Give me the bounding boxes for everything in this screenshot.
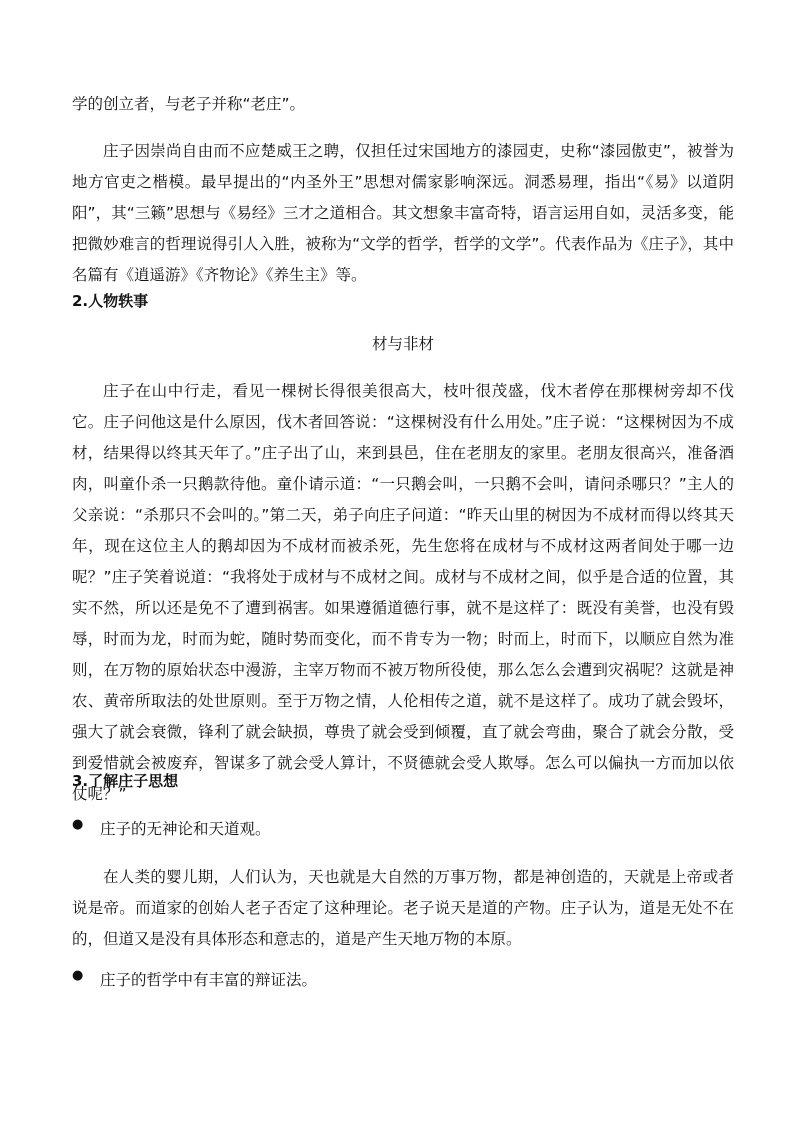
biography-paragraph: 庄子因崇尚自由而不应楚威王之聘，仅担任过宋国地方的漆园吏，史称“漆园傲吏”，被誉为地方官吏之楷模。最早提出的“内圣外王”思想对儒家影响深远。洞悉易理，指出“《易》以道阴阳”，其“三籁”思想与《易经》三才之道相合。其文想象丰富奇特，语言运用自如，灵活多变，能把微妙难言的哲理说得引人入胜，被称为“文学的哲学，哲学的文学”。代表作品为《庄子》，其中名篇有《逍遥游》《齐物论》《养生主》等。 — [72, 142, 734, 284]
story-title: 材与非材 — [371, 335, 434, 353]
section-heading-anecdotes: 2.人物轶事 — [72, 292, 149, 310]
story-paragraph: 庄子在山中行走，看见一棵树长得很美很高大，枝叶很茂盛，伐木者停在那棵树旁却不伐它。庄子问他这是什么原因，伐木者回答说：“这棵树没有什么用处。”庄子说：“这棵树因为不成材，结果得以终其天年了。”庄子出了山，来到县邑，住在老朋友的家里。老朋友很高兴，准备酒肉，叫童仆杀一只鹅款待他。童仆请示道：“一只鹅会叫，一只鹅不会叫，请问杀哪只？”主人的父亲说：“杀那只不会叫的。”第二天，弟子向庄子问道：“昨天山里的树因为不成材而得以终其天年，现在这位主人的鹅却因为不成材而被杀死，先生您将在成材与不成材这两者间处于哪一边呢？”庄子笑着说道：“我将处于成材与不成材之间。成材与不成材之间，似乎是合适的位置，其实不然，所以还是免不了遭到祸害。如果遵循道德行事，就不是这样了：既没有美誉，也没有毁辱，时而为龙，时而为蛇，随时势而变化，而不肯专为一物；时而上，时而下，以顺应自然为准则，在万物的原始状态中漫游，主宰万物而不被万物所役使，那么怎么会遭到灾祸呢？这就是神农、黄帝所取法的处世原则。至于万物之情，人伦相传之道，就不是这样了。成功了就会毁坏，强大了就会衰微，锋利了就会缺损，尊贵了就会受到倾覆，直了就会弯曲，聚合了就会分散，受到爱惜就会被废弃，智谋多了就会受人算计，不贤德就会受人欺辱。怎么可以偏执一方而加以依仗呢？” — [72, 382, 734, 803]
bullet-icon: ● — [72, 968, 84, 983]
bullet-text: 庄子的无神论和天道观。 — [100, 820, 271, 838]
intro-paragraph-tail: 学的创立者，与老子并称“老庄”。 — [72, 95, 306, 113]
bullet-text: 庄子的哲学中有丰富的辩证法。 — [100, 971, 318, 989]
section-heading-thought: 3.了解庄子思想 — [72, 772, 179, 790]
bullet-icon: ● — [72, 817, 84, 832]
atheism-paragraph: 在人类的婴儿期，人们认为，天也就是大自然的万事万物，都是神创造的，天就是上帝或者说是帝。而道家的创始人老子否定了这种理论。老子说天是道的产物。庄子认为，道是无处不在的，但道又是没有具体形态和意志的，道是产生天地万物的本原。 — [72, 868, 734, 948]
